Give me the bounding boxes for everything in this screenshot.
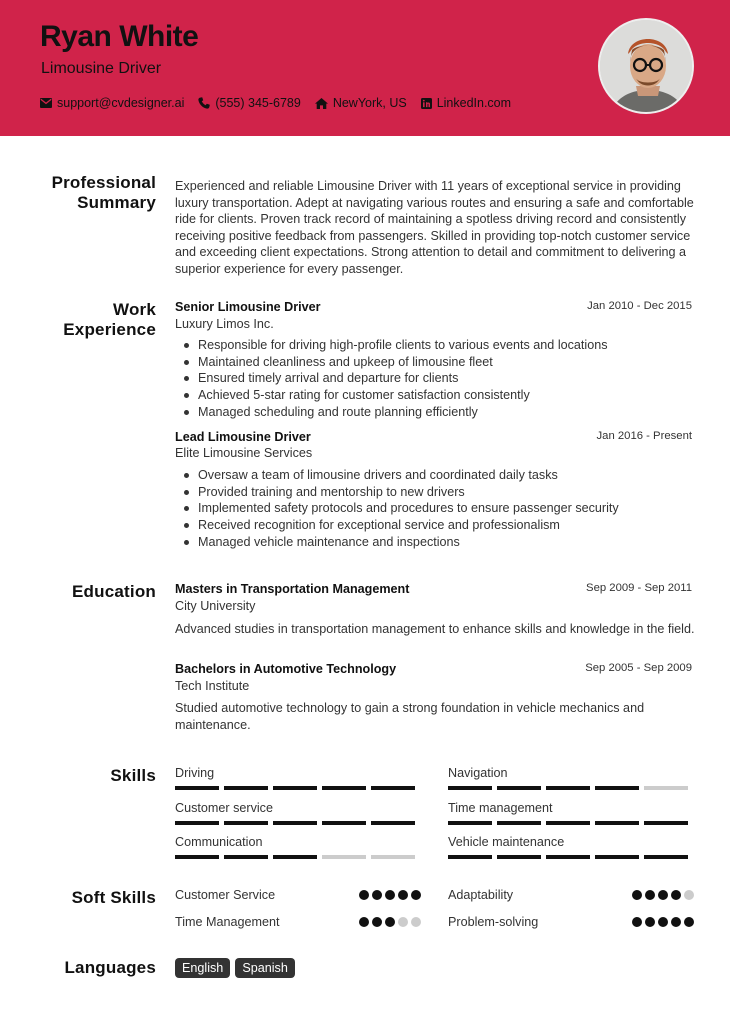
phone-icon bbox=[198, 97, 210, 109]
skill-segment bbox=[371, 855, 415, 859]
soft-skill-label: Customer Service bbox=[175, 888, 276, 902]
list-item: Maintained cleanliness and upkeep of limousine fleet bbox=[175, 354, 695, 371]
degree-dates: Sep 2005 - Sep 2009 bbox=[585, 662, 692, 674]
rating-dot bbox=[398, 890, 408, 900]
rating-dot bbox=[372, 890, 382, 900]
list-item: Provided training and mentorship to new drivers bbox=[175, 484, 695, 501]
skill-segment bbox=[224, 821, 268, 825]
rating-dot bbox=[684, 917, 694, 927]
skill-segment bbox=[224, 786, 268, 790]
skill-segment bbox=[175, 786, 219, 790]
contact-email[interactable] bbox=[40, 96, 184, 110]
phone-text: (555) 345-6789 bbox=[215, 96, 301, 110]
skill-segment bbox=[644, 786, 688, 790]
degree-title: Bachelors in Automotive Technology bbox=[175, 662, 397, 676]
section-title-education: Education bbox=[72, 582, 156, 601]
list-item: Implemented safety protocols and procedures to ensure passenger security bbox=[175, 500, 695, 517]
rating-dot bbox=[411, 890, 421, 900]
work-title-line2: Experience bbox=[63, 320, 156, 339]
skill-segment bbox=[546, 786, 590, 790]
list-item: Managed scheduling and route planning efficiently bbox=[175, 404, 695, 421]
summary-title-line2: Summary bbox=[77, 193, 156, 212]
linkedin-icon bbox=[421, 98, 432, 109]
rating-dot bbox=[372, 917, 382, 927]
skill-segment bbox=[175, 821, 219, 825]
skill-segment bbox=[273, 786, 317, 790]
skill-segment bbox=[497, 855, 541, 859]
skill-label: Customer service bbox=[175, 801, 273, 815]
skill-meter bbox=[448, 786, 693, 790]
summary-text: Experienced and reliable Limousine Driver with 11 years of exceptional service in providing luxury transportation. Adept at navigating various routes and ensuring a safe and comfortable ride for clients. Proven track record of maintaining a spotless driving record and consistently receiving positive feedback from passengers. Skilled in providing top-notch customer service and exceeding client expectations. Strong attention to detail and commitment to delivering a superior experience for every passenger. bbox=[175, 179, 694, 276]
section-title-summary bbox=[52, 173, 156, 213]
skill-meter bbox=[175, 855, 420, 859]
list-item: Received recognition for exceptional service and professionalism bbox=[175, 517, 695, 534]
job-dates: Jan 2010 - Dec 2015 bbox=[587, 300, 692, 312]
rating-dot bbox=[359, 890, 369, 900]
language-tags bbox=[175, 958, 300, 978]
envelope-icon bbox=[40, 98, 52, 108]
list-item: Oversaw a team of limousine drivers and coordinated daily tasks bbox=[175, 467, 695, 484]
skill-segment bbox=[546, 855, 590, 859]
rating-dot bbox=[671, 917, 681, 927]
skill-segment bbox=[224, 855, 268, 859]
location-text: NewYork, US bbox=[332, 96, 407, 110]
candidate-role: Limousine Driver bbox=[41, 60, 162, 77]
rating-dot bbox=[645, 890, 655, 900]
soft-skill-rating bbox=[356, 917, 421, 927]
skill-segment bbox=[273, 821, 317, 825]
skill-segment bbox=[595, 855, 639, 859]
list-item: Managed vehicle maintenance and inspections bbox=[175, 534, 695, 551]
rating-dot bbox=[632, 890, 642, 900]
degree-description: Studied automotive technology to gain a strong foundation in vehicle mechanics and maintenance. bbox=[175, 701, 645, 732]
skill-label: Navigation bbox=[448, 766, 508, 780]
job-title: Lead Limousine Driver bbox=[175, 430, 311, 444]
work-title-line1: Work bbox=[113, 300, 156, 319]
linkedin-text: LinkedIn.com bbox=[436, 96, 512, 110]
skill-segment bbox=[497, 786, 541, 790]
school-name: Tech Institute bbox=[175, 679, 250, 693]
skill-segment bbox=[497, 821, 541, 825]
degree-dates: Sep 2009 - Sep 2011 bbox=[586, 582, 692, 594]
skill-segment bbox=[322, 786, 366, 790]
skill-segment bbox=[644, 855, 688, 859]
skill-meter bbox=[175, 786, 420, 790]
candidate-name: Ryan White bbox=[40, 20, 199, 53]
skill-segment bbox=[595, 786, 639, 790]
job-bullets bbox=[175, 337, 695, 421]
degree-title: Masters in Transportation Management bbox=[175, 582, 410, 596]
skill-segment bbox=[322, 855, 366, 859]
skill-segment bbox=[322, 821, 366, 825]
contact-row bbox=[40, 96, 525, 110]
skill-segment bbox=[371, 786, 415, 790]
job-company: Luxury Limos Inc. bbox=[175, 317, 274, 331]
skill-segment bbox=[371, 821, 415, 825]
language-tag: Spanish bbox=[235, 958, 295, 978]
list-item: Responsible for driving high-profile clients to various events and locations bbox=[175, 337, 695, 354]
skill-segment bbox=[546, 821, 590, 825]
header-banner bbox=[0, 0, 730, 136]
language-tag: English bbox=[175, 958, 230, 978]
skill-label: Time management bbox=[448, 801, 553, 815]
skill-segment bbox=[448, 855, 492, 859]
rating-dot bbox=[632, 917, 642, 927]
profile-photo bbox=[598, 18, 694, 114]
soft-skill-label: Time Management bbox=[175, 915, 280, 929]
rating-dot bbox=[411, 917, 421, 927]
skill-segment bbox=[595, 821, 639, 825]
job-bullets bbox=[175, 467, 695, 551]
skill-meter bbox=[448, 821, 693, 825]
school-name: City University bbox=[175, 599, 256, 613]
skill-segment bbox=[448, 821, 492, 825]
soft-skill-label: Problem-solving bbox=[448, 915, 539, 929]
rating-dot bbox=[684, 890, 694, 900]
section-title-work bbox=[63, 300, 156, 340]
skill-segment bbox=[448, 786, 492, 790]
section-title-soft-skills: Soft Skills bbox=[71, 888, 156, 907]
email-text: support@cvdesigner.ai bbox=[57, 96, 185, 110]
skill-label: Driving bbox=[175, 766, 215, 780]
skill-segment bbox=[273, 855, 317, 859]
rating-dot bbox=[385, 890, 395, 900]
soft-skill-rating bbox=[629, 917, 694, 927]
contact-location bbox=[315, 96, 407, 110]
rating-dot bbox=[398, 917, 408, 927]
skill-segment bbox=[175, 855, 219, 859]
job-title: Senior Limousine Driver bbox=[175, 300, 321, 314]
rating-dot bbox=[658, 890, 668, 900]
rating-dot bbox=[359, 917, 369, 927]
degree-description: Advanced studies in transportation management to enhance skills and knowledge in the field. bbox=[175, 622, 695, 636]
summary-title-line1: Professional bbox=[51, 173, 156, 192]
avatar-illustration bbox=[600, 20, 694, 114]
list-item: Ensured timely arrival and departure for clients bbox=[175, 370, 695, 387]
skill-meter bbox=[175, 821, 420, 825]
contact-linkedin[interactable] bbox=[421, 96, 511, 110]
skill-label: Communication bbox=[175, 835, 263, 849]
job-dates: Jan 2016 - Present bbox=[596, 430, 692, 442]
home-icon bbox=[315, 98, 328, 109]
rating-dot bbox=[658, 917, 668, 927]
skill-meter bbox=[448, 855, 693, 859]
soft-skill-label: Adaptability bbox=[448, 888, 514, 902]
soft-skill-rating bbox=[356, 890, 421, 900]
contact-phone[interactable] bbox=[198, 96, 300, 110]
section-title-skills: Skills bbox=[110, 766, 156, 785]
rating-dot bbox=[645, 917, 655, 927]
section-title-languages: Languages bbox=[64, 958, 156, 977]
skill-label: Vehicle maintenance bbox=[448, 835, 565, 849]
skill-segment bbox=[644, 821, 688, 825]
rating-dot bbox=[385, 917, 395, 927]
rating-dot bbox=[671, 890, 681, 900]
list-item: Achieved 5-star rating for customer satisfaction consistently bbox=[175, 387, 695, 404]
soft-skill-rating bbox=[629, 890, 694, 900]
job-company: Elite Limousine Services bbox=[175, 446, 313, 460]
